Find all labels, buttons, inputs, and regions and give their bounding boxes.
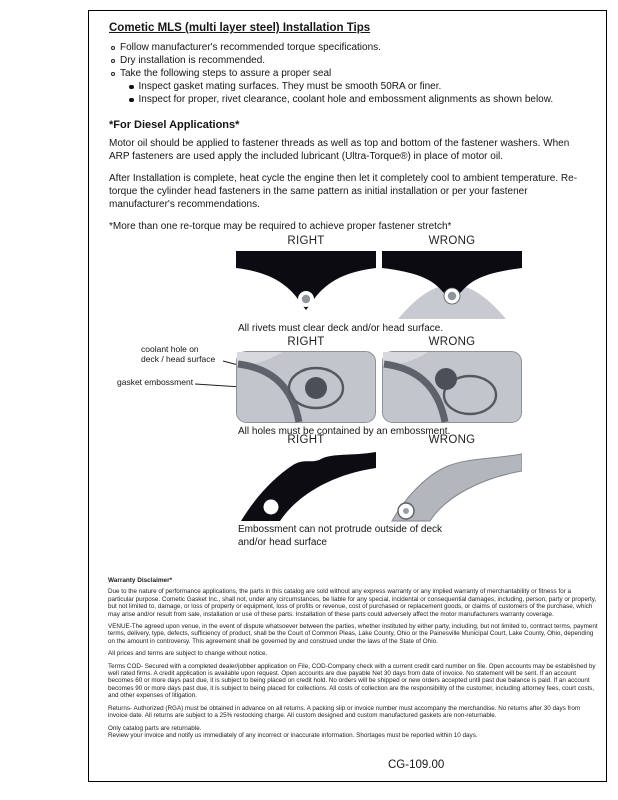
gasket-embossment-label: gasket embossment xyxy=(117,377,194,387)
coolant-hole-label xyxy=(141,344,215,364)
coolant-hole-icon xyxy=(305,377,327,399)
right-column-label: RIGHT xyxy=(287,434,325,446)
tip-text: Follow manufacturer's recommended torque specifications. xyxy=(120,42,381,53)
embossment-right-diagram xyxy=(236,450,376,522)
disclaimer-paragraph: Terms COD- Secured with a completed dealer/jobber application on File, COD-Company check with a current credit card number on file. Open accounts may be established by well rated firms. A credit application is available upon request. Open accounts are due payable Net 30 days from date of invoice. No statement will be sent. If an account becomes 60 or more days past due, it is subject to being placed on credit hold. No orders will be shipped or new orders accepted until past due balance is paid. If an account becomes 90 or more days past due, it is subject to being placed for collections. All costs of collection are the responsibility of the customer, including attorney fees, court costs, and other expenses of litigation. xyxy=(108,662,596,700)
disclaimer-paragraph: VENUE-The agreed upon venue, in the event of dispute whatsoever between the parties, whether instituted by either party, including, but not limited to, contract terms, payment terms, delivery, type, defects, sufficiency of product, shall be the Court of Common Pleas, Lake County, Ohio or the Painesville Municipal Court, Lake County, Ohio, depending on the amount in controversy. This agreement shall be governed by and construed under the laws of the State of Ohio. xyxy=(108,623,598,645)
wrong-column-label: WRONG xyxy=(428,235,476,247)
tip-text: Inspect for proper, rivet clearance, coolant hole and embossment alignments as shown below. xyxy=(138,94,554,105)
disclaimer-paragraph: Due to the nature of performance applications, the parts in this catalog are sold without any express warranty or any implied warranty of merchantability or fitness for a particular purpose. Cometic Gasket Inc., shall not, under any circumstances, be liable for any special, incidental or consequential damages, including, person, party or property, but not limited to, damage, or loss of property or equipment, loss of profits or revenue, cost of purchased or replacement goods, or claims of customers of the purchase, which may arise and/or result from sale, installation or use of these parts. Installation of these parts could adversely affect the motor manufacturers warranty coverage. xyxy=(108,588,597,618)
disclaimer-paragraph: Returns- Authorized (RGA) must be obtained in advance on all returns. A packing slip or invoice number must accompany the merchandise. No returns after 30 days from invoice date. All returns are subject to a 25% restocking charge. All custom designed and custom manufactured gaskets are non-returnable. xyxy=(108,704,581,720)
disclaimer-paragraph: Review your invoice and notify us immediately of any incorrect or inaccurate information. Shortages must be reported within 10 days. xyxy=(108,731,478,739)
diesel-paragraph-2: After Installation is complete, heat cycle the engine then let it completely cool to ambient temperature. Re-torque the cylinder head fasteners in the same pattern as initial installation or per your fastener manufacturer's recommendations. xyxy=(109,173,578,210)
tip-sub-item xyxy=(129,80,592,93)
filled-bullet-icon xyxy=(129,85,134,90)
coolant-hole-wrong-diagram xyxy=(382,351,522,423)
page-border-frame xyxy=(88,10,607,782)
tip-sub-item xyxy=(129,93,592,106)
wrong-column-label: WRONG xyxy=(428,434,476,446)
diesel-paragraph-1: Motor oil should be applied to fastener threads as well as top and bottom of the fastener washers. When ARP fasteners are used apply the included lubricant (Ultra-Torque®) in place of motor oil. xyxy=(109,138,570,162)
disclaimer-heading: Warranty Disclaimer* xyxy=(108,577,173,584)
coolant-hole-label-line1: coolant hole on xyxy=(141,344,199,354)
tips-list xyxy=(89,41,606,106)
open-bullet-icon xyxy=(111,59,115,63)
coolant-hole-label-line2: deck / head surface xyxy=(141,354,216,364)
retorque-note: *More than one re-torque may be required to achieve proper fastener stretch* xyxy=(109,221,452,232)
tip-text: Inspect gasket mating surfaces. They must be smooth 50RA or finer. xyxy=(138,81,442,92)
wrong-column-label: WRONG xyxy=(428,336,476,348)
right-column-label: RIGHT xyxy=(287,336,325,348)
embossment-wrong-diagram xyxy=(382,450,522,522)
tip-text: Take the following steps to assure a proper seal xyxy=(120,68,332,79)
diesel-applications-heading: *For Diesel Applications* xyxy=(109,119,240,131)
tip-item xyxy=(111,54,592,67)
page-title: Cometic MLS (multi layer steel) Installation Tips xyxy=(109,22,371,34)
coolant-hole-icon xyxy=(435,368,457,390)
tip-item xyxy=(111,41,592,54)
row1-caption: All rivets must clear deck and/or head surface. xyxy=(238,323,444,334)
catalog-page-code: CG-109.00 xyxy=(388,759,445,771)
row2-caption: All holes must be contained by an embossment. xyxy=(238,426,451,437)
open-bullet-icon xyxy=(111,46,115,50)
disclaimer-paragraph: Only catalog parts are returnable. xyxy=(108,724,202,732)
rivet-clearance-right-diagram xyxy=(236,251,376,319)
filled-bullet-icon xyxy=(129,98,134,103)
coolant-hole-right-diagram xyxy=(236,351,376,423)
tip-item xyxy=(111,67,592,80)
open-bullet-icon xyxy=(111,72,115,76)
right-column-label: RIGHT xyxy=(287,235,325,247)
rivet-clearance-wrong-diagram xyxy=(382,251,522,319)
warranty-disclaimer xyxy=(108,577,598,744)
tip-text: Dry installation is recommended. xyxy=(120,55,266,66)
row3-caption: Embossment can not protrude outside of deck and/or head surface xyxy=(238,524,443,548)
disclaimer-paragraph: All prices and terms are subject to change without notice. xyxy=(108,650,268,658)
embossment-hole-icon xyxy=(264,500,279,515)
